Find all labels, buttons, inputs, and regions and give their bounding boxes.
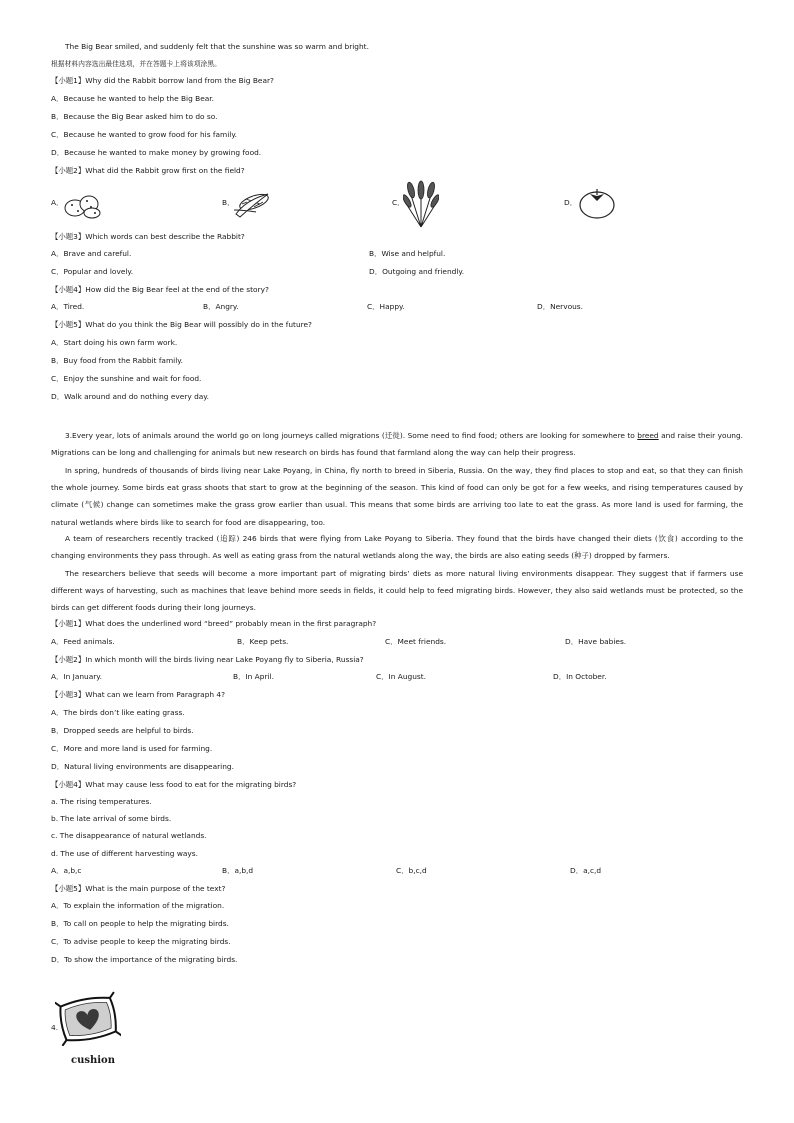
option-a: A．Start doing his own farm work. (51, 338, 178, 347)
question-stem: 【小题2】In which month will the birds living near Lake Poyang fly to Siberia, Russia? (51, 655, 364, 664)
option-a: A．In January. (51, 672, 102, 681)
option-a: A．Because he wanted to help the Big Bear. (51, 94, 215, 103)
passage-paragraph-4: The researchers believe that seeds will become a more important part of migrating birds’ diets as more natural living environments disappear. They suggest that if farmers use different ways of harvesting, such as machines that leave behind more seeds in fields, it could help to feed migrating birds. However, they also said wetlands must be protected, so the birds can get different foods during their long journeys. (51, 569, 743, 613)
question-stem: 【小题5】What do you think the Big Bear will possibly do in the future? (51, 320, 312, 329)
option-d: D．Nervous. (537, 302, 583, 311)
item-number: 4. (51, 1023, 59, 1032)
instruction: 根据材料内容选出最佳选项，并在答题卡上将该项涂黑。 (51, 60, 221, 68)
statement-item: a. The rising temperatures. (51, 797, 152, 806)
question-stem: 【小题4】How did the Big Bear feel at the end of the story? (51, 285, 269, 294)
story-ending-line: The Big Bear smiled, and suddenly felt that the sunshine was so warm and bright. (65, 42, 369, 51)
passage-paragraph-1: 3.Every year, lots of animals around the world go on long journeys called migrations (迁徙). Some need to find food; others are looking for somewhere to breed and raise their young. Migrations can be long and challenging for animals but new research on birds has found that farmland along the way can help their progress. (51, 431, 743, 458)
option-b: B．To call on people to help the migrating birds. (51, 919, 229, 928)
tomato-icon (578, 186, 616, 220)
wheat-icon (403, 179, 439, 229)
option-a: A．Feed animals. (51, 637, 115, 646)
option-c: C．Because he wanted to grow food for his family. (51, 130, 238, 139)
option-d-label: D． (564, 198, 578, 207)
option-d: D．To show the importance of the migrating birds. (51, 955, 238, 964)
statement-item: c. The disappearance of natural wetlands. (51, 831, 207, 840)
cushion-icon (55, 990, 121, 1046)
potato-icon (62, 190, 104, 220)
option-b-label: B． (222, 198, 235, 207)
question-stem: 【小题4】What may cause less food to eat for the migrating birds? (51, 780, 297, 789)
option-c: C．Enjoy the sunshine and wait for food. (51, 374, 202, 383)
option-a: A．a,b,c (51, 866, 82, 875)
corn-icon (232, 190, 274, 218)
question-stem: 【小题3】Which words can best describe the Rabbit? (51, 232, 245, 241)
question-stem: 【小题1】Why did the Rabbit borrow land from the Big Bear? (51, 76, 274, 85)
passage-paragraph-3: A team of researchers recently tracked (追踪) 246 birds that were flying from Lake Poyang to Siberia. They found that the birds have changed their diets (饮食) according to the changing environments they pass through. As well as eating grass from the natural wetlands along the way, the birds are also eating seeds (种子) dropped by farmers. (51, 534, 743, 561)
option-a: A．The birds don’t like eating grass. (51, 708, 185, 717)
option-d: D．In October. (553, 672, 607, 681)
option-b: B．Wise and helpful. (369, 249, 446, 258)
option-d: D．Natural living environments are disappearing. (51, 762, 234, 771)
question-stem: 【小题1】What does the underlined word “breed” probably mean in the first paragraph? (51, 619, 377, 628)
option-c: C．Meet friends. (385, 637, 447, 646)
option-a: A．Brave and careful. (51, 249, 132, 258)
option-d: D．Because he wanted to make money by growing food. (51, 148, 262, 157)
option-b: B．Buy food from the Rabbit family. (51, 356, 183, 365)
option-d: D．Walk around and do nothing every day. (51, 392, 209, 401)
option-a: A．Tired. (51, 302, 85, 311)
cushion-caption: cushion (71, 1055, 115, 1066)
statement-item: b. The late arrival of some birds. (51, 814, 172, 823)
option-b: B．Because the Big Bear asked him to do so. (51, 112, 218, 121)
option-b: B．a,b,d (222, 866, 254, 875)
option-a-label: A． (51, 198, 64, 207)
option-b: B．Dropped seeds are helpful to birds. (51, 726, 194, 735)
option-a: A．To explain the information of the migration. (51, 901, 225, 910)
statement-item: d. The use of different harvesting ways. (51, 849, 198, 858)
option-b: B．Angry. (203, 302, 239, 311)
question-stem: 【小题2】What did the Rabbit grow first on the field? (51, 166, 245, 175)
option-d: D．a,c,d (570, 866, 602, 875)
underlined-word: breed (637, 431, 659, 440)
passage-paragraph-2: In spring, hundreds of thousands of birds living near Lake Poyang, in China, fly north to breed in Siberia, Russia. On the way, they find places to stop and eat, so that they can finish the whole journey. Some birds eat grass shoots that start to grow at the beginning of the season. This kind of food can only be got for a few weeks, and rising temperatures caused by climate (气候) change can sometimes make the grass grow earlier than usual. This means that some birds are arriving too late to eat the grass. As more land is used for farming, the natural wetlands where birds like to search for food are disappearing, too. (51, 466, 743, 527)
option-c: C．To advise people to keep the migrating birds. (51, 937, 231, 946)
option-c: C．In August. (376, 672, 426, 681)
option-c: C．Popular and lovely. (51, 267, 134, 276)
option-c: C．More and more land is used for farming. (51, 744, 213, 753)
option-d: D．Have babies. (565, 637, 627, 646)
question-stem: 【小题3】What can we learn from Paragraph 4? (51, 690, 226, 699)
option-c: C．Happy. (367, 302, 405, 311)
option-d: D．Outgoing and friendly. (369, 267, 465, 276)
option-c-label: C． (392, 198, 405, 207)
option-b: B．Keep pets. (237, 637, 289, 646)
question-stem: 【小题5】What is the main purpose of the text? (51, 884, 226, 893)
option-c: C．b,c,d (396, 866, 427, 875)
option-b: B．In April. (233, 672, 274, 681)
